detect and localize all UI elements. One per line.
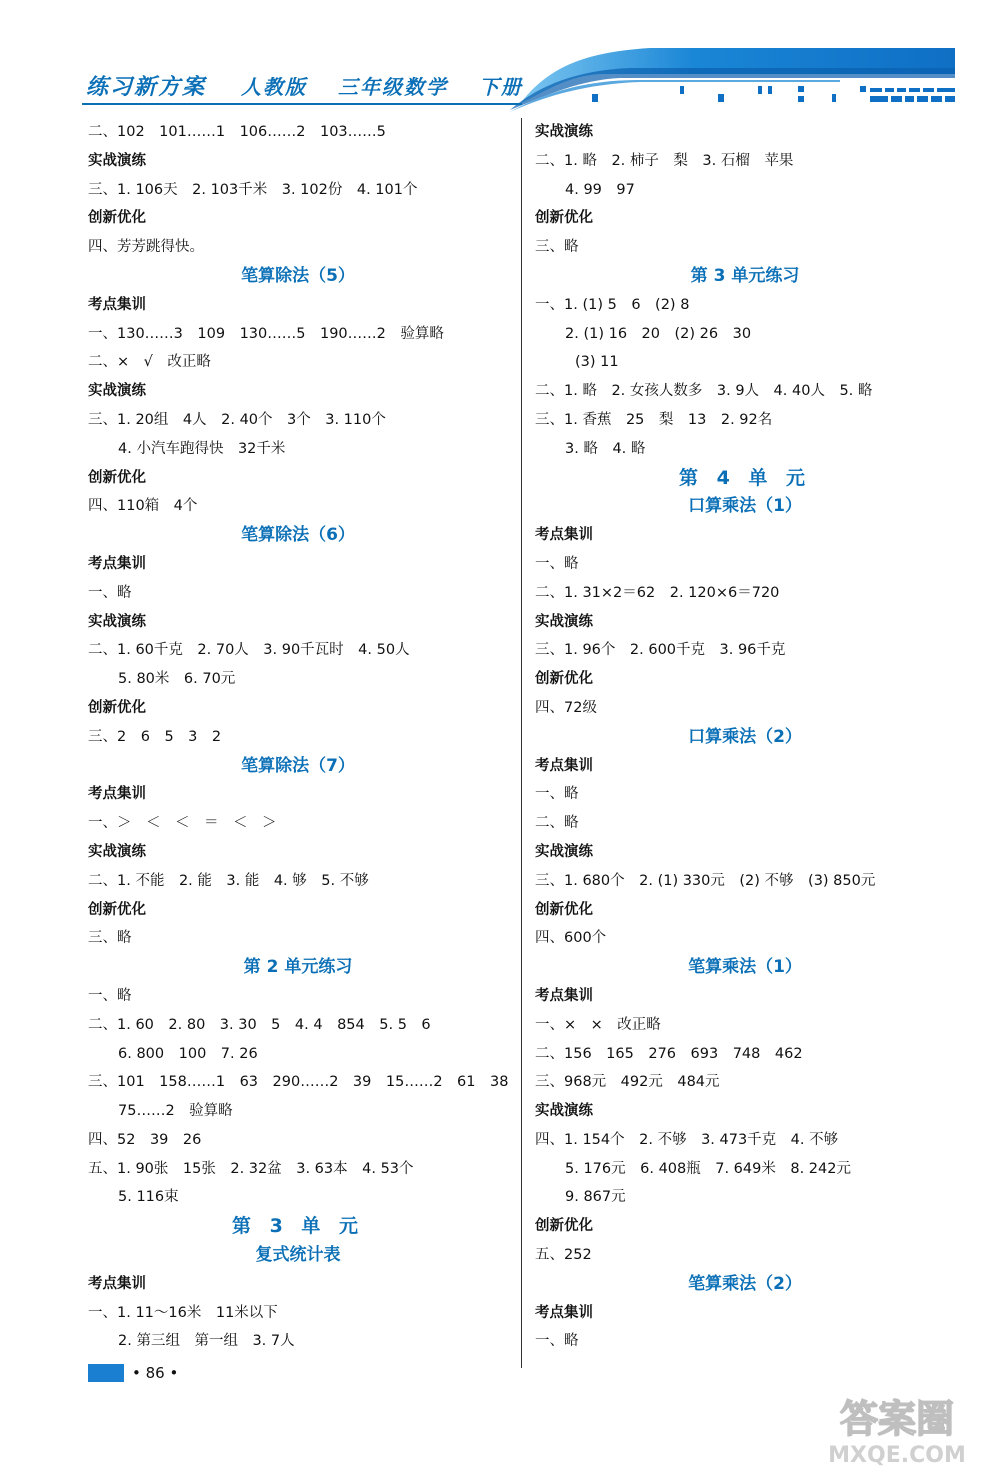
lesson-title: 笔算除法（7） — [241, 755, 355, 776]
answer-line-continued: 75……2 验算略 — [118, 1103, 233, 1120]
answer-line-continued: 2. 第三组 第一组 3. 7人 — [118, 1333, 295, 1350]
book-series: 练习新方案 — [86, 74, 207, 100]
answer-line: 四、600个 — [535, 930, 607, 947]
answer-line: 二、102 101……1 106……2 103……5 — [88, 124, 386, 140]
answer-line: 三、101 158……1 63 290……2 39 15……2 61 38 — [88, 1074, 509, 1091]
answer-line: 五、252 — [535, 1247, 592, 1264]
section-heading: 考点集训 — [535, 757, 593, 774]
answer-line-continued: 6. 800 100 7. 26 — [118, 1045, 258, 1062]
section-heading: 实战演练 — [535, 1103, 593, 1120]
lesson-title: 笔算乘法（1） — [688, 957, 802, 978]
answer-line: 三、1. 106天 2. 103千米 3. 102份 4. 101个 — [88, 181, 418, 198]
section-heading: 创新优化 — [535, 901, 593, 918]
section-heading: 考点集训 — [88, 555, 146, 572]
answer-line: 一、略 — [88, 584, 132, 601]
lesson-title: 口算乘法（1） — [688, 496, 802, 517]
section-heading: 创新优化 — [88, 901, 146, 918]
section-heading: 实战演练 — [88, 843, 146, 860]
header-banner-graphic — [510, 44, 955, 112]
section-heading: 考点集训 — [535, 1304, 593, 1321]
answer-line-continued: 3. 略 4. 略 — [565, 440, 646, 457]
answer-line-continued: 2. (1) 16 20 (2) 26 30 — [565, 325, 752, 342]
answer-line: 二、× √ 改正略 — [88, 354, 211, 371]
answer-line: 二、略 — [535, 815, 579, 832]
answer-line-continued: 5. 176元 6. 408瓶 7. 649米 8. 242元 — [565, 1160, 851, 1177]
answer-line-continued: 9. 867元 — [565, 1189, 626, 1206]
answer-line: 一、略 — [535, 786, 579, 803]
lesson-title: 第 2 单元练习 — [243, 957, 353, 978]
answer-line: 一、略 — [535, 555, 579, 572]
answer-line: 二、1. 31×2＝62 2. 120×6＝720 — [535, 584, 780, 601]
section-heading: 考点集训 — [88, 1275, 146, 1292]
section-heading: 实战演练 — [535, 124, 593, 140]
answer-line: 五、1. 90张 15张 2. 32盆 3. 63本 4. 53个 — [88, 1160, 414, 1177]
section-heading: 考点集训 — [88, 296, 146, 313]
answer-line: 四、芳芳跳得快。 — [88, 239, 204, 256]
answer-line-continued: 4. 小汽车跑得快 32千米 — [118, 440, 286, 457]
section-heading: 考点集训 — [535, 527, 593, 544]
answer-line: 一、1. 11～16米 11米以下 — [88, 1304, 278, 1321]
answer-line: 一、1. (1) 5 6 (2) 8 — [535, 296, 690, 313]
answer-line: 三、略 — [88, 930, 132, 947]
header-rule — [82, 103, 522, 105]
answer-line: 二、1. 不能 2. 能 3. 能 4. 够 5. 不够 — [88, 872, 369, 889]
answer-line: 三、2 6 5 3 2 — [88, 728, 222, 745]
section-heading: 创新优化 — [535, 210, 593, 227]
watermark-url: MXQE.COM — [828, 1443, 966, 1468]
watermark-text: 答案圈 — [839, 1397, 955, 1441]
lesson-title: 笔算除法（5） — [241, 265, 355, 286]
answer-line: 三、1. 680个 2. (1) 330元 (2) 不够 (3) 850元 — [535, 872, 876, 889]
answer-line: 三、1. 20组 4人 2. 40个 3个 3. 110个 — [88, 411, 386, 428]
answer-line: 三、1. 96个 2. 600千克 3. 96千克 — [535, 642, 786, 659]
section-heading: 创新优化 — [88, 469, 146, 486]
lesson-title: 口算乘法（2） — [688, 726, 802, 747]
right-column — [535, 118, 955, 1356]
section-heading: 实战演练 — [535, 843, 593, 860]
answer-line: 一、130……3 109 130……5 190……2 验算略 — [88, 325, 444, 342]
answer-line: 四、52 39 26 — [88, 1131, 202, 1148]
answer-line: 四、110箱 4个 — [88, 498, 198, 515]
section-heading: 创新优化 — [535, 671, 593, 688]
page-header — [0, 0, 1000, 112]
unit-title: 第 3 单 元 — [231, 1215, 365, 1238]
book-volume: 下册 — [478, 75, 523, 99]
watermark-logo — [800, 1390, 995, 1470]
answer-line-continued: (3) 11 — [575, 354, 619, 371]
answer-line: 二、1. 略 2. 女孩人数多 3. 9人 4. 40人 5. 略 — [535, 383, 873, 400]
answer-line: 一、× × 改正略 — [535, 1016, 661, 1033]
answer-line: 一、略 — [535, 1333, 579, 1350]
column-divider — [521, 118, 522, 1368]
unit-title: 第 4 单 元 — [678, 466, 812, 489]
answer-line: 四、72级 — [535, 699, 597, 716]
answer-line-continued: 5. 116束 — [118, 1189, 179, 1206]
section-heading: 创新优化 — [535, 1218, 593, 1235]
lesson-title: 第 3 单元练习 — [690, 265, 800, 286]
book-title — [86, 70, 545, 101]
answer-line: 二、1. 60 2. 80 3. 30 5 4. 4 854 5. 5 6 — [88, 1016, 431, 1033]
answer-line: 四、1. 154个 2. 不够 3. 473千克 4. 不够 — [535, 1131, 839, 1148]
answer-line: 二、156 165 276 693 748 462 — [535, 1045, 803, 1062]
answer-line: 二、1. 略 2. 柿子 梨 3. 石榴 苹果 — [535, 152, 794, 169]
answer-line: 三、1. 香蕉 25 梨 13 2. 92名 — [535, 411, 773, 428]
lesson-title: 复式统计表 — [255, 1245, 341, 1266]
section-heading: 创新优化 — [88, 699, 146, 716]
answer-line: 一、＞ ＜ ＜ ＝ ＜ ＞ — [88, 815, 277, 832]
section-heading: 考点集训 — [88, 786, 146, 803]
answer-line: 一、略 — [88, 987, 132, 1004]
page-number: • 86 • — [132, 1364, 179, 1382]
left-column — [88, 118, 508, 1356]
section-heading: 实战演练 — [535, 613, 593, 630]
lesson-title: 笔算乘法（2） — [688, 1273, 802, 1294]
section-heading: 实战演练 — [88, 613, 146, 630]
lesson-title: 笔算除法（6） — [241, 525, 355, 546]
section-heading: 创新优化 — [88, 210, 146, 227]
book-grade-subject: 三年级数学 — [337, 75, 448, 99]
answer-line: 三、968元 492元 484元 — [535, 1074, 720, 1091]
book-edition: 人教版 — [240, 75, 307, 99]
answer-line: 二、1. 60千克 2. 70人 3. 90千瓦时 4. 50人 — [88, 642, 410, 659]
answer-line: 三、略 — [535, 239, 579, 256]
page-marker-box — [88, 1364, 124, 1382]
section-heading: 考点集训 — [535, 987, 593, 1004]
answer-line-continued: 4. 99 97 — [565, 181, 635, 198]
section-heading: 实战演练 — [88, 152, 146, 169]
answer-line-continued: 5. 80米 6. 70元 — [118, 671, 236, 688]
section-heading: 实战演练 — [88, 383, 146, 400]
